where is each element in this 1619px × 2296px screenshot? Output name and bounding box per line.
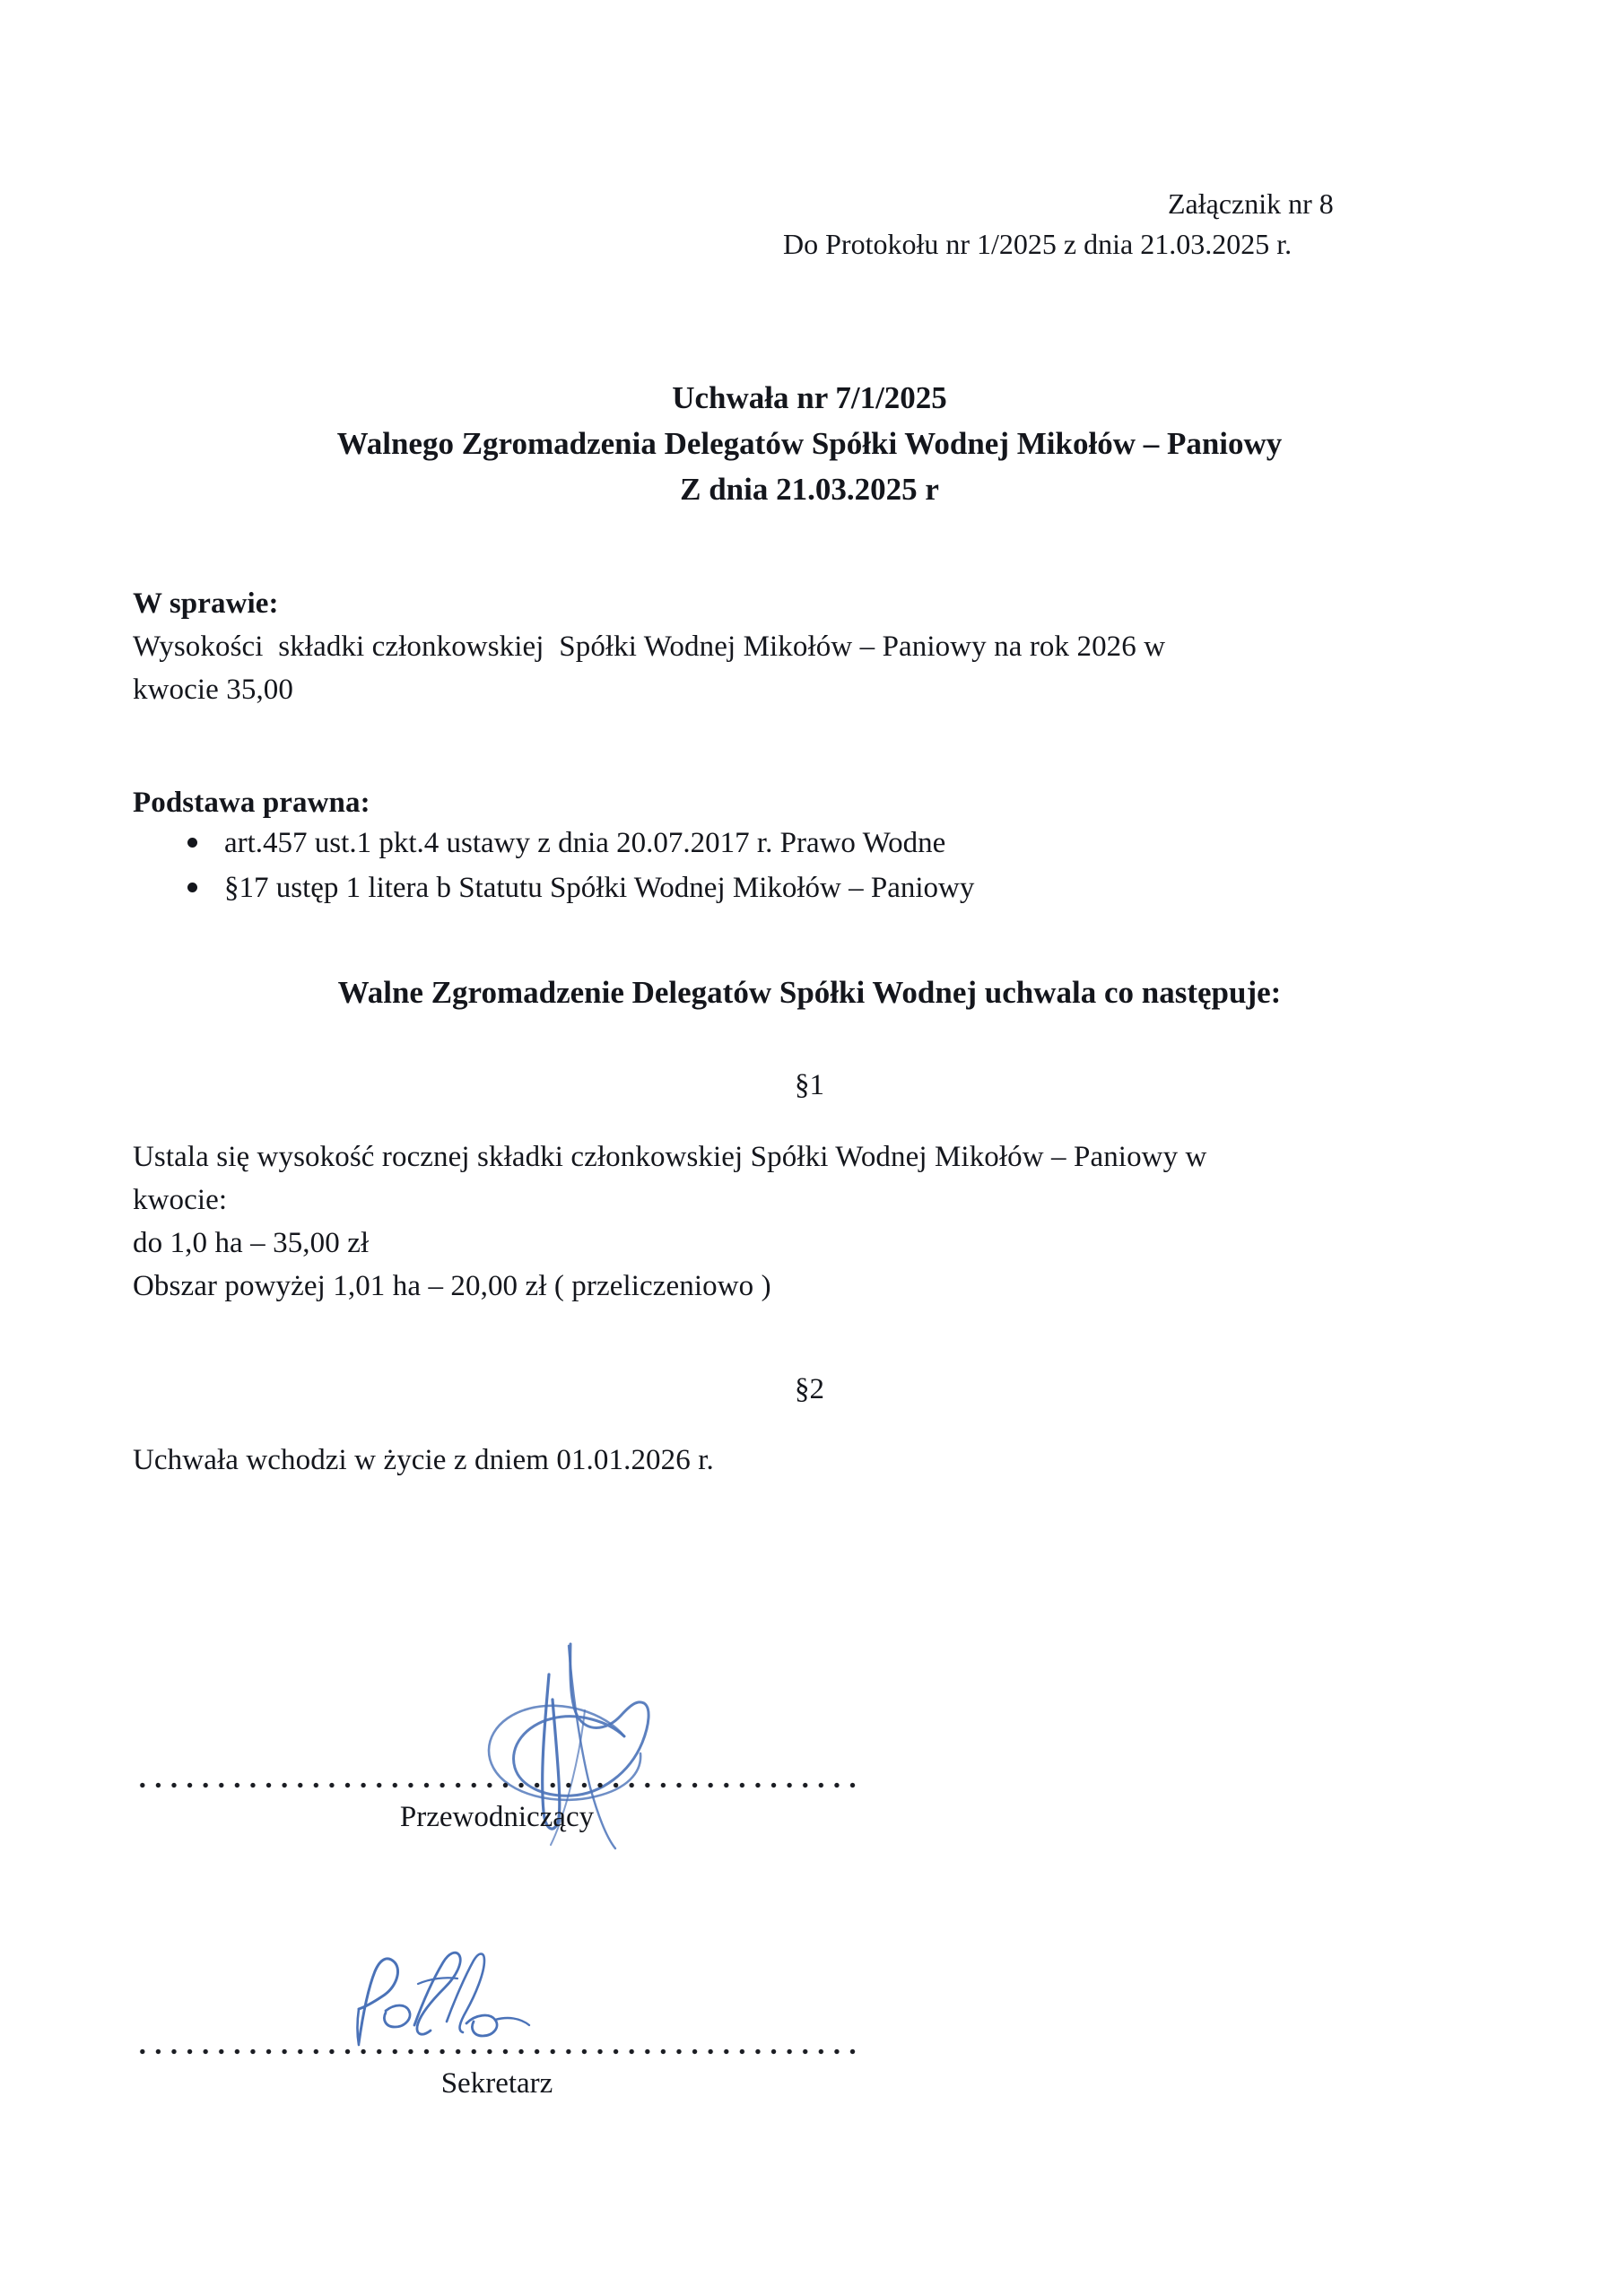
legal-basis-item: §17 ustęp 1 litera b Statutu Spółki Wodnej Mikołów – Paniowy	[224, 872, 975, 904]
legal-basis-item: art.457 ust.1 pkt.4 ustawy z dnia 20.07.2017 r. Prawo Wodne	[224, 827, 946, 859]
legal-basis-heading: Podstawa prawna:	[133, 787, 370, 819]
subject-body-line-1: Wysokości składki członkowskiej Spółki Wodnej Mikołów – Paniowy na rok 2026 w	[133, 631, 1166, 663]
secretary-role-label: Sekretarz	[440, 2067, 553, 2100]
bullet-icon	[187, 838, 197, 848]
title-line-resolution-number: Uchwała nr 7/1/2025	[672, 380, 947, 415]
subject-body-line-2: kwocie 35,00	[133, 674, 293, 706]
bullet-icon	[187, 883, 197, 892]
page-title	[0, 375, 1619, 512]
secretary-signature-line	[135, 2048, 859, 2056]
section-1-line: Ustala się wysokość rocznej składki członkowskiej Spółki Wodnej Mikołów – Paniowy w	[133, 1141, 1207, 1173]
section-1-line: do 1,0 ha – 35,00 zł	[133, 1227, 370, 1259]
section-1-line: Obszar powyżej 1,01 ha – 20,00 zł ( przeliczeniowo )	[133, 1270, 771, 1302]
section-mark-2: §2	[795, 1373, 824, 1405]
protocol-reference: Do Protokołu nr 1/2025 z dnia 21.03.2025 r.	[783, 228, 1293, 260]
subject-heading: W sprawie:	[133, 587, 279, 620]
title-line-date: Z dnia 21.03.2025 r	[680, 472, 939, 508]
section-mark-1: §1	[795, 1069, 824, 1101]
chairperson-signature-line	[135, 1781, 859, 1789]
section-1-line: kwocie:	[133, 1184, 228, 1216]
resolution-statement: Walne Zgromadzenie Delegatów Spółki Wodnej uchwala co następuje:	[337, 975, 1282, 1010]
title-line-body-name: Walnego Zgromadzenia Delegatów Spółki Wodnej Mikołów – Paniowy	[336, 426, 1283, 462]
secretary-signature-mark	[332, 1928, 565, 2058]
attachment-number: Załącznik nr 8	[1168, 187, 1334, 220]
section-2-line: Uchwała wchodzi w życie z dniem 01.01.2026 r.	[133, 1444, 714, 1476]
chairperson-role-label: Przewodniczący	[399, 1801, 595, 1833]
